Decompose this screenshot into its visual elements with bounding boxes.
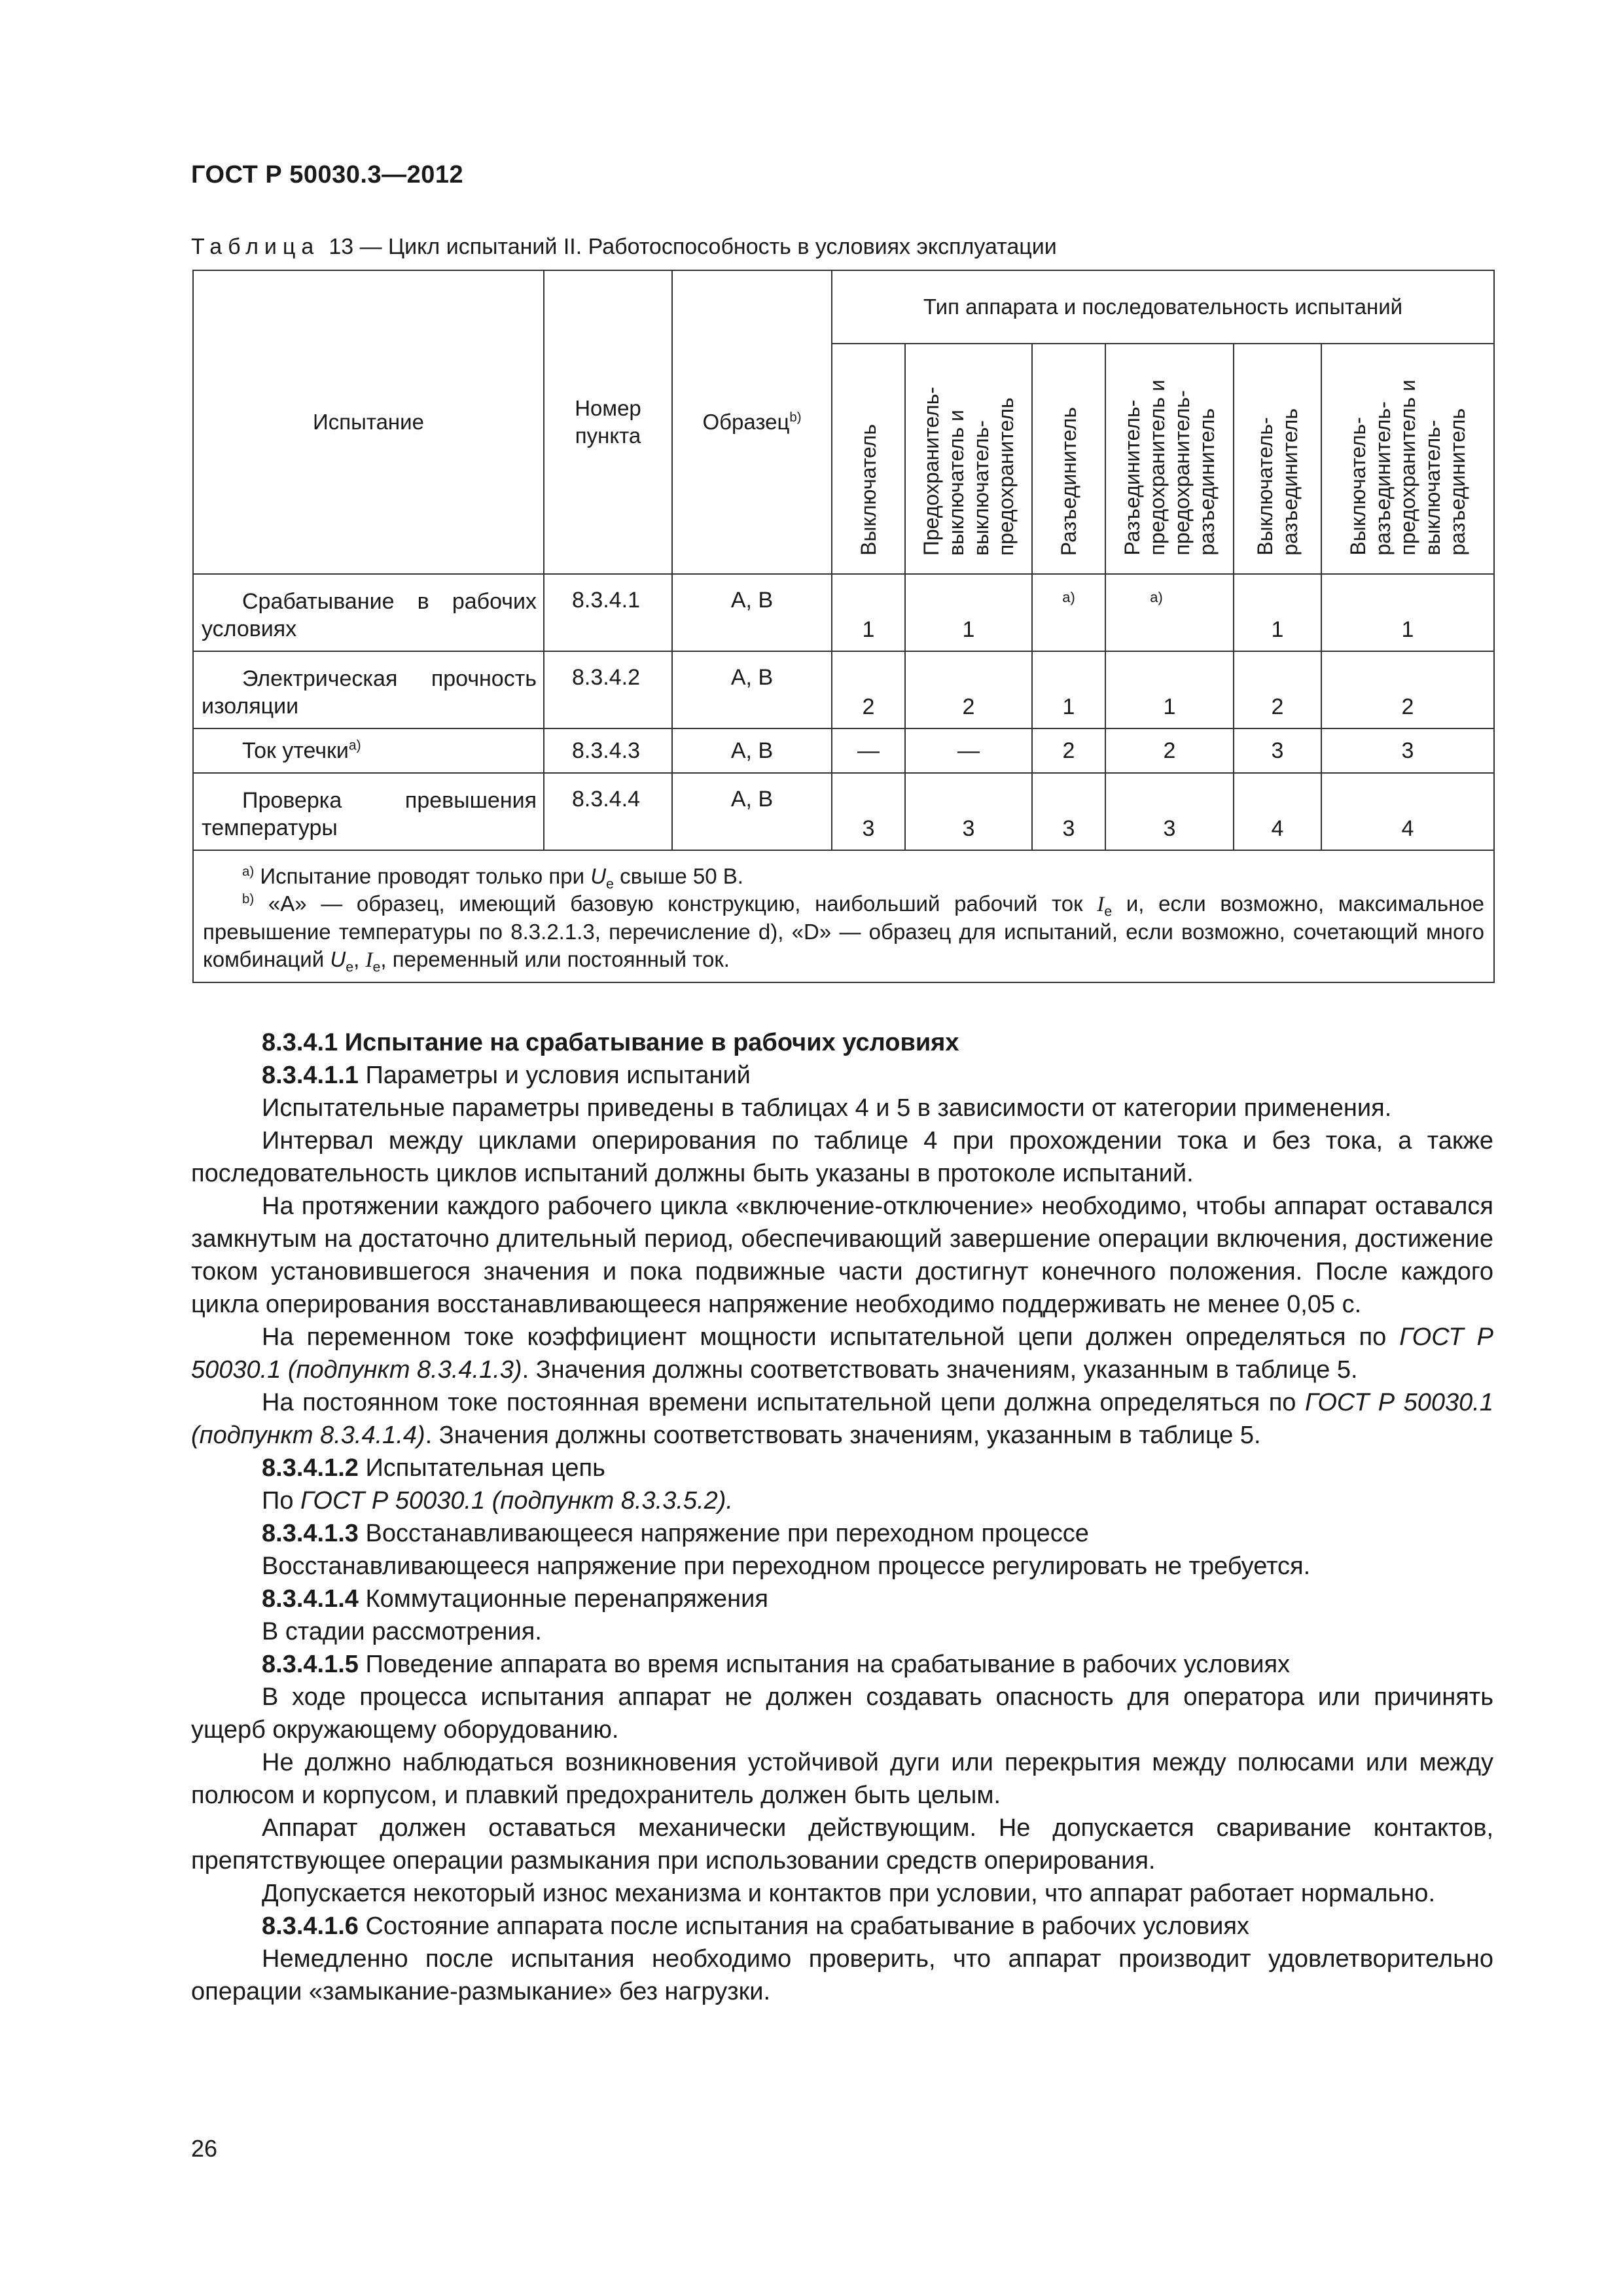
device-type-label: Разъединитель: [1057, 406, 1080, 556]
footnote-b: [203, 890, 1484, 974]
table-header-row-1: [193, 270, 1494, 344]
table-caption: [191, 234, 1057, 260]
header-device-1: [832, 344, 905, 574]
subsection-number: 8.3.4.1.3: [262, 1520, 359, 1547]
subsection-number: 8.3.4.1.4: [262, 1585, 359, 1613]
paragraph: Аппарат должен оставаться механически действующим. Не допускается сваривание контактов, препятствующее операции размыкания при использовании средств оперирования.: [191, 1814, 1493, 1874]
header-device-4: [1105, 344, 1234, 574]
table-row: [193, 574, 1494, 651]
paragraph: [191, 1484, 1493, 1517]
footnote-b-separator: ,: [353, 947, 360, 971]
table-row: [193, 651, 1494, 728]
subsection-title: Восстанавливающееся напряжение при переходном процессе: [365, 1520, 1089, 1547]
paragraph: [191, 1321, 1493, 1386]
row-value: 1: [1105, 651, 1234, 728]
paragraph: [191, 1386, 1493, 1452]
row-clause: 8.3.4.2: [544, 651, 672, 728]
row-clause: 8.3.4.4: [544, 773, 672, 850]
footnote-b-symbol: I: [1097, 893, 1105, 916]
footnote-a-mark: a): [242, 864, 255, 879]
row-test-name-note: a): [348, 738, 361, 753]
row-value: [905, 574, 1032, 651]
document-body: [191, 1026, 1493, 2008]
footnote-b-subscript: e: [372, 959, 381, 975]
row-test-name-line2: условиях: [202, 617, 297, 641]
subsection-number: 8.3.4.1.1: [262, 1062, 359, 1089]
row-value: 2: [1105, 728, 1234, 773]
header-sample-note: b): [789, 410, 802, 425]
row-value: [832, 574, 905, 651]
table-caption-word: Таблица: [191, 234, 320, 259]
document-header-title: ГОСТ Р 50030.3—2012: [191, 161, 464, 188]
row-test-name-line1: [202, 737, 537, 764]
row-test-name: [193, 651, 544, 728]
device-type-label: Выключатель: [857, 424, 880, 556]
row-sample: А, В: [672, 773, 832, 850]
header-device-group: Тип аппарата и последовательность испытаний: [832, 270, 1494, 344]
subsection-heading: [191, 1452, 1493, 1484]
paragraph-text: По: [262, 1487, 294, 1515]
footnote-b-text1: «А» — образец, имеющий базовую конструкцию, наибольший рабочий ток: [268, 891, 1083, 916]
row-test-name-text: Ток утечки: [242, 738, 349, 763]
paragraph: Испытательные параметры приведены в таблицах 4 и 5 в зависимости от категории применения.: [262, 1094, 1392, 1122]
subsection-number: 8.3.4.1.6: [262, 1912, 359, 1940]
value-footnote-mark: a): [1150, 589, 1163, 605]
paragraph-text: На переменном токе коэффициент мощности испытательной цепи должен определяться по: [262, 1323, 1387, 1351]
subsection-title: Испытательная цепь: [365, 1454, 605, 1482]
row-value: [1321, 574, 1494, 651]
standard-reference: ГОСТ Р 50030.1 (подпункт 8.3.4.1.3): [191, 1323, 1494, 1384]
row-value: 3: [1321, 728, 1494, 773]
paragraph-text: На постоянном токе постоянная времени испытательной цепи должна определяться по: [262, 1389, 1296, 1416]
paragraph: На протяжении каждого рабочего цикла «включение-отключение» необходимо, чтобы аппарат оставался замкнутым на достаточно длительный период, обеспечивающий завершение операции включения, достижение током установившегося значения и пока подвижные части достигнут конечного положения. После каждого цикла оперирования восстанавливающееся напряжение необходимо поддерживать не менее 0,05 с.: [191, 1193, 1493, 1318]
table-row: [193, 773, 1494, 850]
page-number: 26: [191, 2135, 218, 2162]
footnote-a-text2: свыше 50 В.: [620, 864, 743, 888]
standard-reference: ГОСТ Р 50030.1 (подпункт 8.3.3.5.2).: [300, 1487, 733, 1515]
row-value: 4: [1234, 773, 1321, 850]
device-type-label: Разъединитель- предохранитель и предохранитель- разъединитель: [1120, 380, 1219, 556]
paragraph: Допускается некоторый износ механизма и контактов при условии, что аппарат работает нормально.: [262, 1880, 1435, 1907]
device-type-label: Предохранитель- выключатель и выключатель- предохранитель: [919, 386, 1018, 556]
row-value: —: [905, 728, 1032, 773]
row-value: 4: [1321, 773, 1494, 850]
row-value: 3: [905, 773, 1032, 850]
device-type-label: Выключатель- разъединитель: [1253, 408, 1302, 556]
table-footnotes: [193, 850, 1494, 982]
footnote-b-text3: , переменный или постоянный ток.: [380, 947, 730, 971]
row-test-name: [193, 574, 544, 651]
row-value: 2: [1321, 651, 1494, 728]
paragraph: Немедленно после испытания необходимо проверить, что аппарат производит удовлетворительно операции «замыкание-размыкание» без нагрузки.: [191, 1945, 1493, 2005]
row-test-name-line1: Электрическая прочность: [242, 666, 537, 691]
header-clause-text: Номер пункта: [575, 396, 641, 448]
subsection-heading: [191, 1910, 1493, 1943]
table-caption-text: 13 — Цикл испытаний II. Работоспособность в условиях эксплуатации: [329, 234, 1057, 259]
subsection-heading: [191, 1648, 1493, 1681]
row-value: 1: [1032, 651, 1105, 728]
subsection-heading: [191, 1517, 1493, 1550]
row-value: 3: [832, 773, 905, 850]
footnote-a: [203, 863, 1484, 890]
value-text: 1: [1401, 617, 1414, 642]
device-type-label: Выключатель- разъединитель- предохранитель и выключатель- разъединитель: [1346, 380, 1470, 556]
standard-reference: ГОСТ Р 50030.1 (подпункт 8.3.4.1.4): [191, 1389, 1493, 1449]
row-test-name-line1: Проверка превышения: [242, 788, 537, 813]
row-value: 3: [1234, 728, 1321, 773]
test-cycle-table: [192, 270, 1495, 983]
footnote-a-symbol: U: [590, 864, 607, 888]
paragraph: В ходе процесса испытания аппарат не должен создавать опасность для оператора или причинять ущерб окружающему оборудованию.: [191, 1683, 1493, 1744]
header-clause: [544, 270, 672, 574]
footnote-a-text1: Испытание проводят только при: [260, 864, 585, 888]
footnote-a-subscript: e: [606, 876, 614, 892]
table-footnotes-row: [193, 850, 1494, 982]
row-sample: А, В: [672, 651, 832, 728]
subsection-title: Поведение аппарата во время испытания на срабатывание в рабочих условиях: [365, 1651, 1291, 1678]
subsection-title: Параметры и условия испытаний: [365, 1062, 751, 1089]
row-test-name-line1: Срабатывание в рабочих: [242, 589, 537, 614]
subsection-title: Состояние аппарата после испытания на срабатывание в рабочих условиях: [365, 1912, 1249, 1940]
value-text: 1: [1271, 617, 1284, 642]
subsection-heading: [191, 1583, 1493, 1615]
footnote-b-text2: и, если возможно, максимальное превышение температуры по 8.3.2.1.3, перечисление d), «D» — образец для испытаний, если возможно, сочетающий много комбинаций: [203, 891, 1485, 971]
value-footnote-mark: a): [1062, 589, 1075, 605]
row-clause: 8.3.4.1: [544, 574, 672, 651]
row-test-name-line2: температуры: [202, 816, 338, 840]
row-value: 2: [905, 651, 1032, 728]
row-value: 2: [1234, 651, 1321, 728]
paragraph: Восстанавливающееся напряжение при переходном процессе регулировать не требуется.: [262, 1552, 1311, 1580]
footnote-b-subscript: e: [346, 959, 354, 975]
header-device-6: [1321, 344, 1494, 574]
row-sample: А, В: [672, 574, 832, 651]
section-title: Испытание на срабатывание в рабочих условиях: [344, 1029, 959, 1056]
row-sample: А, В: [672, 728, 832, 773]
header-device-5: [1234, 344, 1321, 574]
row-test-name: [193, 773, 544, 850]
row-value: —: [832, 728, 905, 773]
row-test-name-line2: изоляции: [202, 694, 299, 719]
paragraph-text: . Значения должны соответствовать значениям, указанным в таблице 5.: [522, 1356, 1358, 1384]
paragraph: Не должно наблюдаться возникновения устойчивой дуги или перекрытия между полюсами или между полюсом и корпусом, и плавкий предохранитель должен быть целым.: [191, 1749, 1493, 1809]
footnote-b-mark: b): [242, 891, 255, 906]
row-value: [1105, 574, 1234, 651]
paragraph: В стадии рассмотрения.: [262, 1618, 542, 1645]
row-value: [1234, 574, 1321, 651]
table-row: [193, 728, 1494, 773]
row-value: 3: [1105, 773, 1234, 850]
header-test: Испытание: [193, 270, 544, 574]
row-value: 2: [832, 651, 905, 728]
subsection-title: Коммутационные перенапряжения: [365, 1585, 768, 1613]
paragraph-text: . Значения должны соответствовать значениям, указанным в таблице 5.: [425, 1422, 1261, 1449]
footnote-b-symbol: I: [365, 948, 373, 972]
value-text: 1: [962, 617, 975, 642]
value-text: 1: [862, 617, 875, 642]
paragraph: Интервал между циклами оперирования по таблице 4 при прохождении тока и без тока, а также последовательность циклов испытаний должны быть указаны в протоколе испытаний.: [191, 1127, 1493, 1187]
footnote-b-subscript: e: [1104, 903, 1113, 920]
header-sample-text: Образец: [702, 410, 790, 434]
section-number: 8.3.4.1: [262, 1029, 338, 1056]
header-sample: [672, 270, 832, 574]
row-value: 2: [1032, 728, 1105, 773]
section-heading: [191, 1026, 1493, 1059]
header-device-2: [905, 344, 1032, 574]
header-device-3: [1032, 344, 1105, 574]
row-test-name: [193, 728, 544, 773]
footnote-b-symbol: U: [330, 947, 346, 971]
row-value: [1032, 574, 1105, 651]
subsection-number: 8.3.4.1.5: [262, 1651, 359, 1678]
subsection-heading: [191, 1059, 1493, 1092]
row-value: 3: [1032, 773, 1105, 850]
subsection-number: 8.3.4.1.2: [262, 1454, 359, 1482]
row-clause: 8.3.4.3: [544, 728, 672, 773]
